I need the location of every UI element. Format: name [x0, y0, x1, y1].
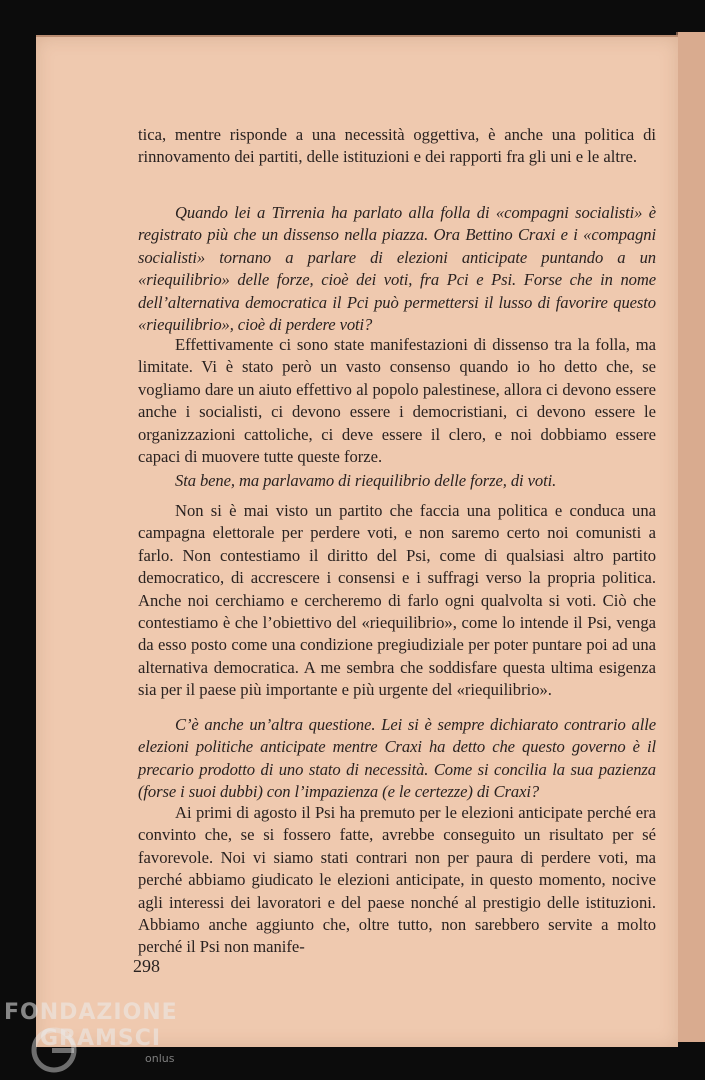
watermark-line-3: onlus	[145, 1052, 175, 1065]
watermark-line-1: FONDAZIONE	[4, 1000, 178, 1025]
next-page-edge	[676, 32, 705, 1042]
question-2-text: Sta bene, ma parlavamo di riequilibrio delle forze, di voti.	[175, 471, 557, 490]
paragraph-3	[138, 500, 656, 702]
question-1-text: Quando lei a Tirrenia ha parlato alla folla di «compagni socialisti» è registrato più che un dissenso nella piazza. Ora Bettino Craxi e i «compagni socialisti» tornano a parlare di elezioni anticipate puntando a un «riequilibrio» delle forze, cioè dei voti, fra Pci e Psi. Forse che in nome dell’alternativa democratica il Pci può permettersi il lusso di favorire questo «riequilibrio», cioè di perdere voti?	[138, 203, 656, 335]
paragraph-1	[138, 124, 656, 169]
page-number: 298	[133, 956, 160, 976]
fondazione-gramsci-watermark	[2, 998, 202, 1078]
paragraph-2-text: Effettivamente ci sono state manifestazioni di dissenso tra la folla, ma limitate. Vi è stato però un vasto consenso quando io ho detto che, se vogliamo dare un aiuto effettivo al popolo palestinese, allora ci devono essere anche i socialisti, ci devono essere i democristiani, ci devono essere le organizzazioni cattoliche, ci deve essere il clero, e noi dobbiamo essere capaci di muovere tutte queste forze.	[138, 335, 656, 467]
watermark-line-2: GRAMSCI	[40, 1026, 162, 1051]
paragraph-1-text: tica, mentre risponde a una necessità oggettiva, è anche una politica di rinnovamento dei partiti, delle istituzioni e dei rapporti fra gli uni e le altre.	[138, 125, 656, 167]
paragraph-4	[138, 802, 656, 959]
question-2	[138, 470, 656, 492]
question-3-text: C’è anche un’altra questione. Lei si è sempre dichiarato contrario alle elezioni politiche anticipate mentre Craxi ha detto che questo governo è il precario prodotto di uno stato di necessità. Come si concilia la sua pazienza (forse i suoi dubbi) con l’impazienza (e le certezze) di Craxi?	[138, 715, 656, 802]
paragraph-2	[138, 334, 656, 468]
paragraph-4-text: Ai primi di agosto il Psi ha premuto per le elezioni anticipate perché era convinto che, se si fossero fatte, avrebbe conseguito un risultato per sé favorevole. Noi vi siamo stati contrari non per paura di perdere voti, ma perché abbiamo giudicato le elezioni anticipate, in questo momento, nocive agli interessi dei lavoratori e del paese nonché al prestigio delle istituzioni. Abbiamo anche aggiunto che, oltre tutto, non sarebbero servite a molto perché il Psi non manife-	[138, 803, 656, 957]
question-3	[138, 714, 656, 804]
question-1	[138, 202, 656, 336]
paragraph-3-text: Non si è mai visto un partito che faccia una politica e conduca una campagna elettorale per perdere voti, e non saremo certo noi comunisti a farlo. Non contestiamo il diritto del Psi, come di qualsiasi altro partito democratico, di accrescere i consensi e i suffragi verso la propria politica. Anche noi cerchiamo e cercheremo di farlo ogni qualvolta si voti. Ciò che contestiamo è che l’obiettivo del «riequilibrio», come lo intende il Psi, venga da esso posto come una condizione pregiudiziale per poter puntare poi ad una alternativa democratica. A me sembra che soddisfare questa ultima esigenza sia per il paese più importante e più urgente del «riequilibrio».	[138, 501, 656, 700]
